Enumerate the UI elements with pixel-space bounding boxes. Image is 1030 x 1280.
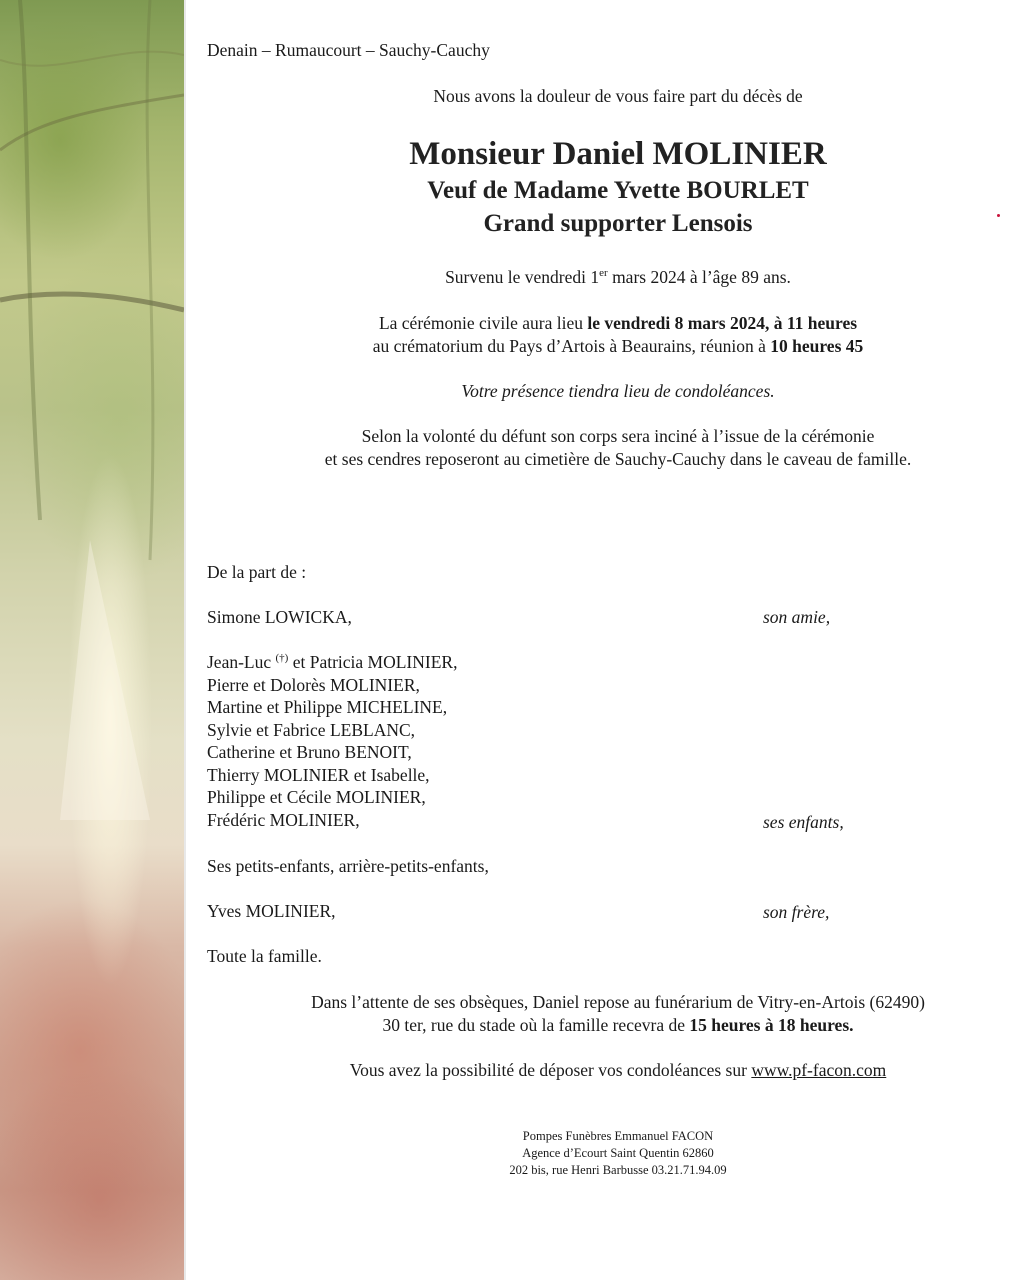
brother-relation: son frère, <box>763 902 830 922</box>
whole-family-line: Toute la famille. <box>207 946 322 966</box>
child-line-7: Philippe et Cécile MOLINIER, <box>207 787 426 807</box>
locations-line: Denain – Rumaucourt – Sauchy-Cauchy <box>207 40 490 60</box>
widower-line: Veuf de Madame Yvette BOURLET <box>427 177 809 204</box>
condolences-note: Votre présence tiendra lieu de condoléances. <box>461 381 775 401</box>
funerarium-line-1: Dans l’attente de ses obsèques, Daniel repose au funérarium de Vitry-en-Artois (62490) <box>311 992 925 1012</box>
ceremony-line-2 <box>196 336 1030 357</box>
death-date-line <box>196 267 1030 288</box>
ceremony-line-1 <box>196 313 1030 334</box>
wishes-line-2: et ses cendres reposeront au cimetière de Sauchy-Cauchy dans le caveau de famille. <box>324 449 912 469</box>
from-label: De la part de : <box>207 562 307 582</box>
child-line-3: Martine et Philippe MICHELINE, <box>207 697 448 717</box>
column-divider <box>184 0 186 1280</box>
supporter-line: Grand supporter Lensois <box>483 210 753 237</box>
visiting-hours: 15 heures à 18 heures. <box>689 1015 854 1035</box>
grandchildren-line: Ses petits-enfants, arrière-petits-enfants, <box>207 856 489 876</box>
child-line-4: Sylvie et Fabrice LEBLANC, <box>207 720 416 740</box>
child-line-5: Catherine et Bruno BENOIT, <box>207 742 412 762</box>
child-1-after: et Patricia MOLINIER, <box>288 652 458 672</box>
child-line-2: Pierre et Dolorès MOLINIER, <box>207 675 420 695</box>
deceased-name: Monsieur Daniel MOLINIER <box>409 136 827 172</box>
child-1-before: Jean-Luc <box>207 652 276 672</box>
funerarium-line-2 <box>196 1015 1030 1036</box>
child-line-6: Thierry MOLINIER et Isabelle, <box>207 765 430 785</box>
children-relation: ses enfants, <box>763 812 844 832</box>
friend-relation: son amie, <box>763 607 831 627</box>
ceremony-line-2-plain: au crématorium du Pays d’Artois à Beaurains, réunion à <box>372 336 771 356</box>
death-date-after: mars 2024 à l’âge 89 ans. <box>607 267 791 287</box>
intro-line: Nous avons la douleur de vous faire part du décès de <box>433 86 803 106</box>
footer-company: Pompes Funèbres Emmanuel FACON <box>522 1129 714 1143</box>
tree-branches <box>0 0 184 1280</box>
reunion-time: 10 heures 45 <box>770 336 864 356</box>
online-text: Vous avez la possibilité de déposer vos condoléances sur <box>349 1060 752 1080</box>
ceremony-date-time: le vendredi 8 mars 2024, à 11 heures <box>587 313 858 333</box>
child-line-1 <box>207 652 457 673</box>
death-date-sup: er <box>599 267 608 280</box>
footer-agency: Agence d’Ecourt Saint Quentin 62860 <box>522 1146 714 1160</box>
deceased-mark: (†) <box>275 652 289 665</box>
friend-name: Simone LOWICKA, <box>207 607 352 627</box>
wishes-line-1: Selon la volonté du défunt son corps sera inciné à l’issue de la cérémonie <box>361 426 875 446</box>
condolences-website-link[interactable]: www.pf-facon.com <box>751 1060 887 1080</box>
forest-photo-strip <box>0 0 184 1280</box>
footer-address: 202 bis, rue Henri Barbusse 03.21.71.94.09 <box>509 1163 727 1177</box>
death-date-before: Survenu le vendredi 1 <box>445 267 600 287</box>
ceremony-line-1-plain: La cérémonie civile aura lieu <box>378 313 588 333</box>
child-line-8: Frédéric MOLINIER, <box>207 810 360 830</box>
funerarium-line-2-plain: 30 ter, rue du stade où la famille recevra de <box>382 1015 690 1035</box>
brother-name: Yves MOLINIER, <box>207 901 336 921</box>
online-condolences-line <box>196 1060 1030 1081</box>
